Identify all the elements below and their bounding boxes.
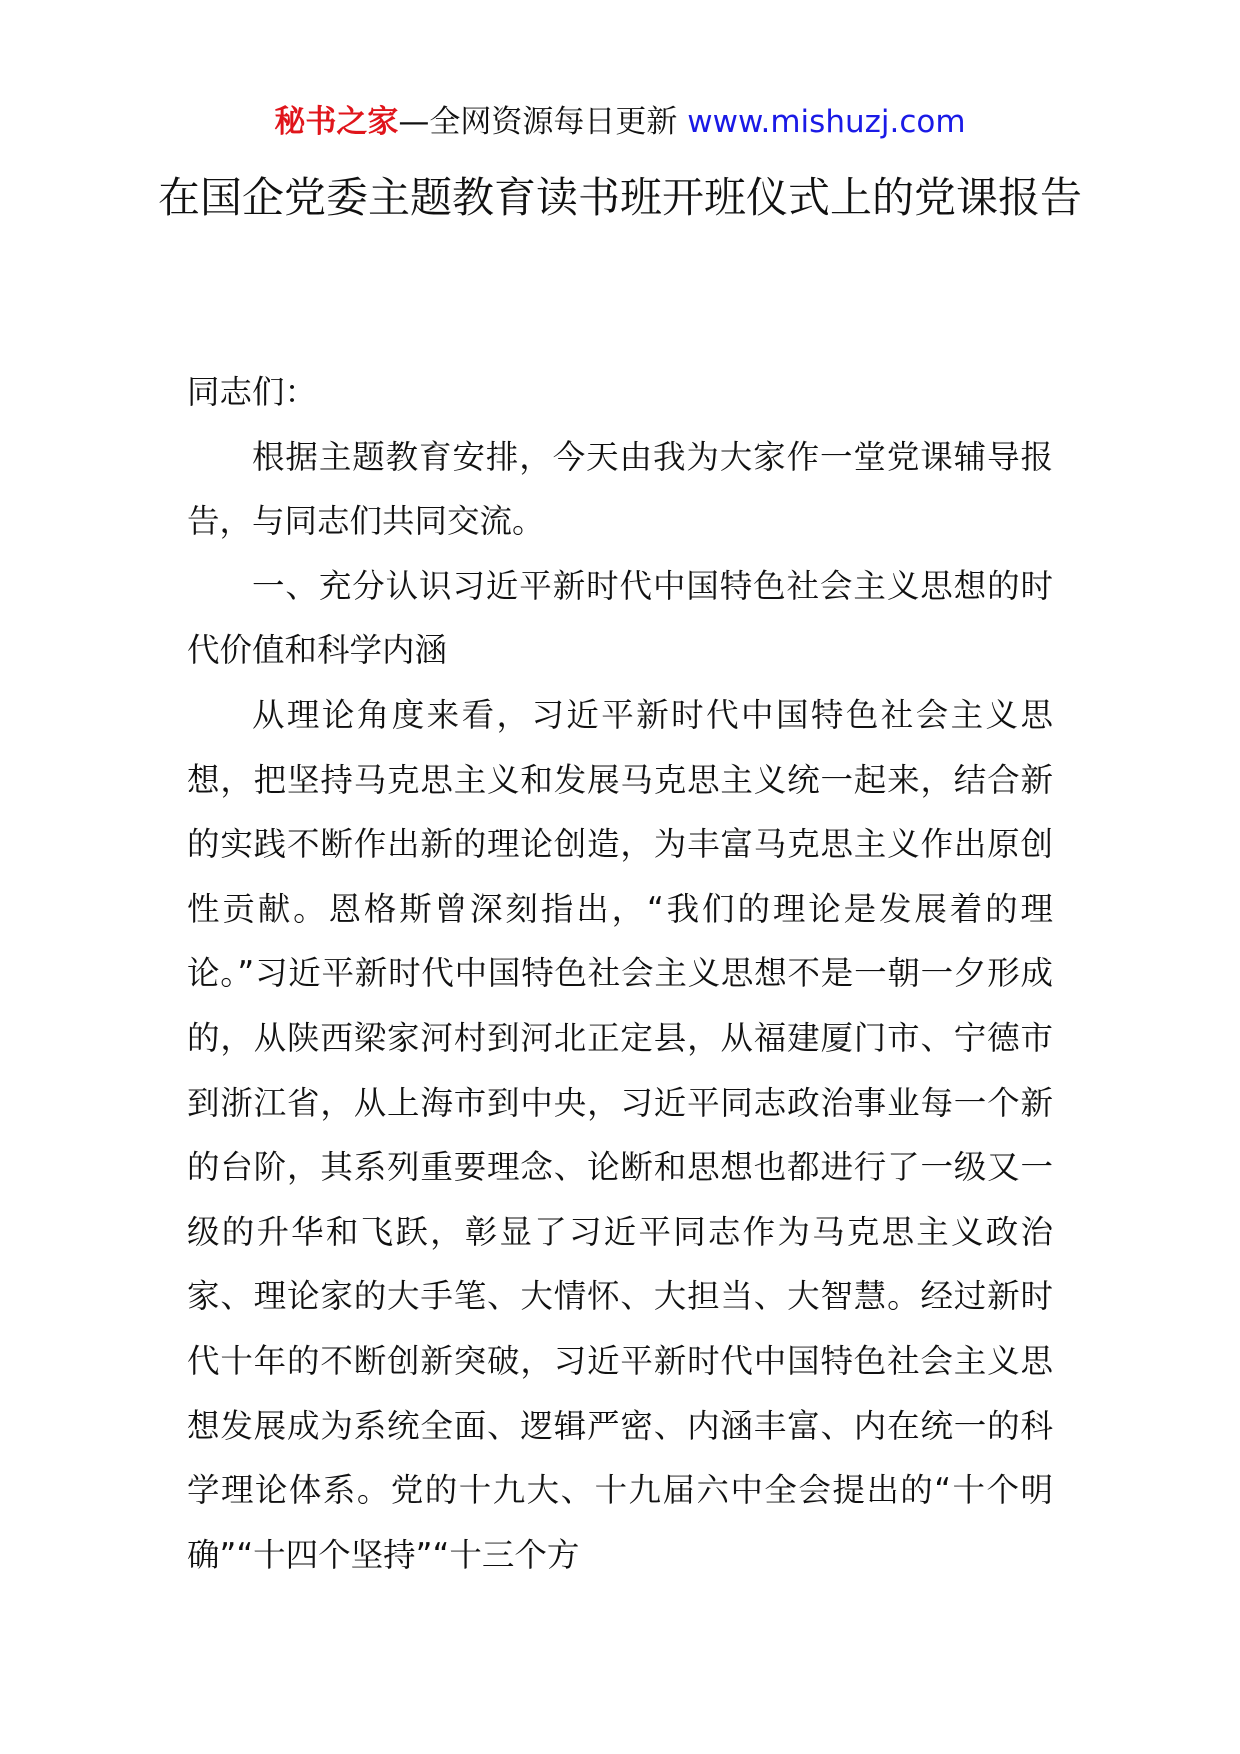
- body-paragraph: 从理论角度来看，习近平新时代中国特色社会主义思想，把坚持马克思主义和发展马克思主义统一起来，结合新的实践不断作出新的理论创造，为丰富马克思主义作出原创性贡献。恩格斯曾深刻指出，“我们的理论是发展着的理论。”习近平新时代中国特色社会主义思想不是一朝一夕形成的，从陕西梁家河村到河北正定县，从福建厦门市、宁德市到浙江省，从上海市到中央，习近平同志政治事业每一个新的台阶，其系列重要理念、论断和思想也都进行了一级又一级的升华和飞跃，彰显了习近平同志作为马克思主义政治家、理论家的大手笔、大情怀、大担当、大智慧。经过新时代十年的不断创新突破，习近平新时代中国特色社会主义思想发展成为系统全面、逻辑严密、内涵丰富、内在统一的科学理论体系。党的十九大、十九届六中全会提出的“十个明确”“十四个坚持”“十三个方: [187, 695, 1053, 1574]
- brand-name: 秘书之家: [274, 104, 399, 140]
- section-heading: 一、充分认识习近平新时代中国特色社会主义思想的时代价值和科学内涵: [187, 566, 1053, 670]
- header-tagline: —全网资源每日更新: [398, 104, 688, 140]
- document-title: 在国企党委主题教育读书班开班仪式上的党课报告: [157, 173, 1082, 222]
- site-url-link[interactable]: www.mishuzj.com: [687, 104, 966, 140]
- salutation: 同志们：: [187, 373, 318, 411]
- source-header: [0, 100, 1240, 144]
- intro-paragraph: 根据主题教育安排，今天由我为大家作一堂党课辅导报告，与同志们共同交流。: [187, 437, 1053, 541]
- document-body: [187, 360, 1053, 1587]
